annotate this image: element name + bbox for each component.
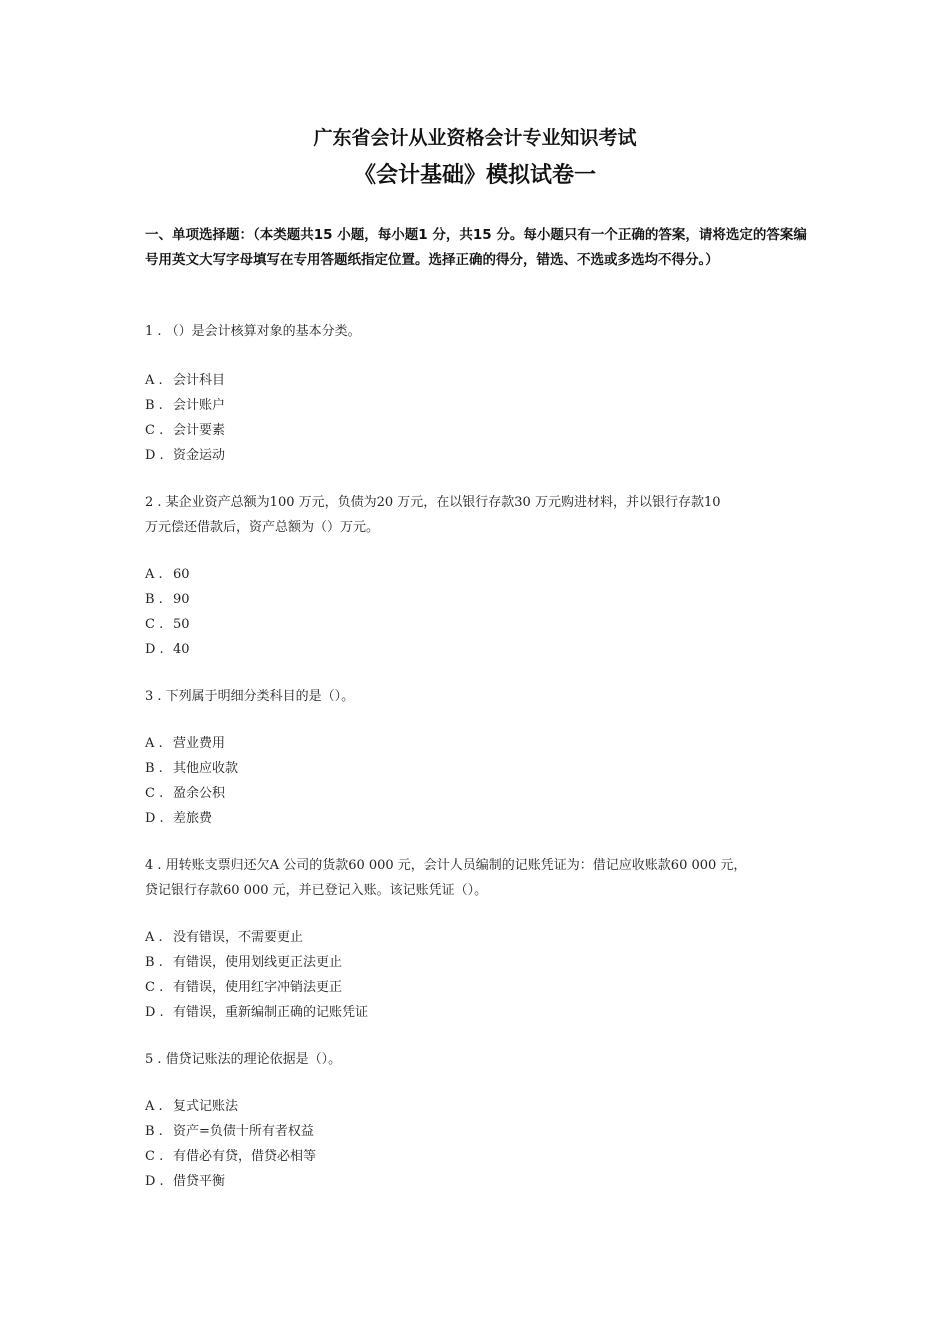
option-text: 50 [173, 617, 190, 632]
question-5-option-b [145, 1121, 314, 1143]
question-3-text: 3 . 下列属于明细分类科目的是（）。 [145, 689, 355, 704]
option-text: 其他应收款 [173, 761, 239, 776]
option-letter: B . [145, 761, 163, 776]
option-text: 90 [173, 592, 190, 607]
option-text: 40 [173, 642, 190, 657]
question-1-option-b [145, 395, 225, 417]
option-text: 有错误，使用红字冲销法更正 [173, 980, 343, 995]
option-text: 60 [173, 567, 190, 582]
option-letter: D . [145, 642, 164, 657]
question-3-option-d [145, 808, 212, 830]
question-5-text: 5 . 借贷记账法的理论依据是（）。 [145, 1052, 342, 1067]
option-text: 营业费用 [173, 736, 226, 751]
option-text: 有错误，使用划线更正法更止 [173, 955, 343, 970]
option-letter: D . [145, 1174, 164, 1189]
option-text: 有错误，重新编制正确的记账凭证 [173, 1005, 369, 1020]
question-4-text-line-1: 4 . 用转账支票归还欠A 公司的货款60 000 元，会计人员编制的记账凭证为：借记应收账款60 000 元， [145, 858, 747, 873]
question-2-text-line-2: 万元偿还借款后，资产总额为（）万元。 [145, 520, 380, 535]
option-letter: C . [145, 1149, 164, 1164]
exam-subtitle: 《会计基础》模拟试卷一 [353, 163, 596, 188]
option-letter: C . [145, 617, 164, 632]
question-3-option-a [145, 733, 225, 755]
question-4-option-b [145, 952, 342, 974]
question-1-option-d [145, 445, 225, 467]
option-letter: A . [145, 373, 163, 388]
option-letter: A . [145, 567, 163, 582]
question-5-option-a [145, 1096, 238, 1118]
question-2-option-d [145, 639, 190, 661]
option-letter: A . [145, 930, 163, 945]
option-letter: D . [145, 811, 164, 826]
question-4-text-line-2: 贷记银行存款60 000 元，并已登记入账。该记账凭证（）。 [145, 883, 488, 898]
question-4-option-a [145, 927, 303, 949]
question-3-option-b [145, 758, 238, 780]
option-letter: B . [145, 398, 163, 413]
question-5-option-d [145, 1171, 225, 1193]
question-4-option-c [145, 977, 342, 999]
option-letter: D . [145, 1005, 164, 1020]
question-2-option-a [145, 564, 190, 586]
question-3-option-c [145, 783, 225, 805]
question-4-option-d [145, 1002, 368, 1024]
question-2-option-c [145, 614, 190, 636]
question-2-option-b [145, 589, 190, 611]
option-letter: B . [145, 955, 163, 970]
option-text: 盈余公积 [173, 786, 226, 801]
option-letter: A . [145, 1099, 163, 1114]
option-text: 复式记账法 [173, 1099, 239, 1114]
option-text: 会计科目 [173, 373, 226, 388]
option-text: 资金运动 [173, 448, 226, 463]
option-text: 资产=负债十所有者权益 [173, 1124, 314, 1139]
exam-title: 广东省会计从业资格会计专业知识考试 [313, 127, 637, 149]
option-letter: C . [145, 980, 164, 995]
question-5-option-c [145, 1146, 316, 1168]
question-1-option-a [145, 370, 225, 392]
question-2-text-line-1: 2 . 某企业资产总额为100 万元，负债为20 万元，在以银行存款30 万元购进材料，并以银行存款10 [145, 495, 721, 510]
option-letter: B . [145, 1124, 163, 1139]
question-1-option-c [145, 420, 225, 442]
section-instructions: 一、单项选择题：（本类题共15 小题，每小题1 分，共15 分。每小题只有一个正确的答案，请将选定的答案编号用英文大写字母填写在专用答题纸指定位置。选择正确的得分，错选、不选或多选均不得分。） [145, 227, 807, 268]
option-text: 没有错误，不需要更止 [173, 930, 304, 945]
option-text: 会计要素 [173, 423, 226, 438]
option-letter: C . [145, 423, 164, 438]
question-1-text: 1 . （）是会计核算对象的基本分类。 [145, 324, 361, 339]
option-text: 有借必有贷，借贷必相等 [173, 1149, 317, 1164]
option-letter: B . [145, 592, 163, 607]
option-text: 会计账户 [173, 398, 226, 413]
option-letter: A . [145, 736, 163, 751]
option-text: 差旅费 [173, 811, 213, 826]
option-text: 借贷平衡 [173, 1174, 226, 1189]
option-letter: D . [145, 448, 164, 463]
option-letter: C . [145, 786, 164, 801]
